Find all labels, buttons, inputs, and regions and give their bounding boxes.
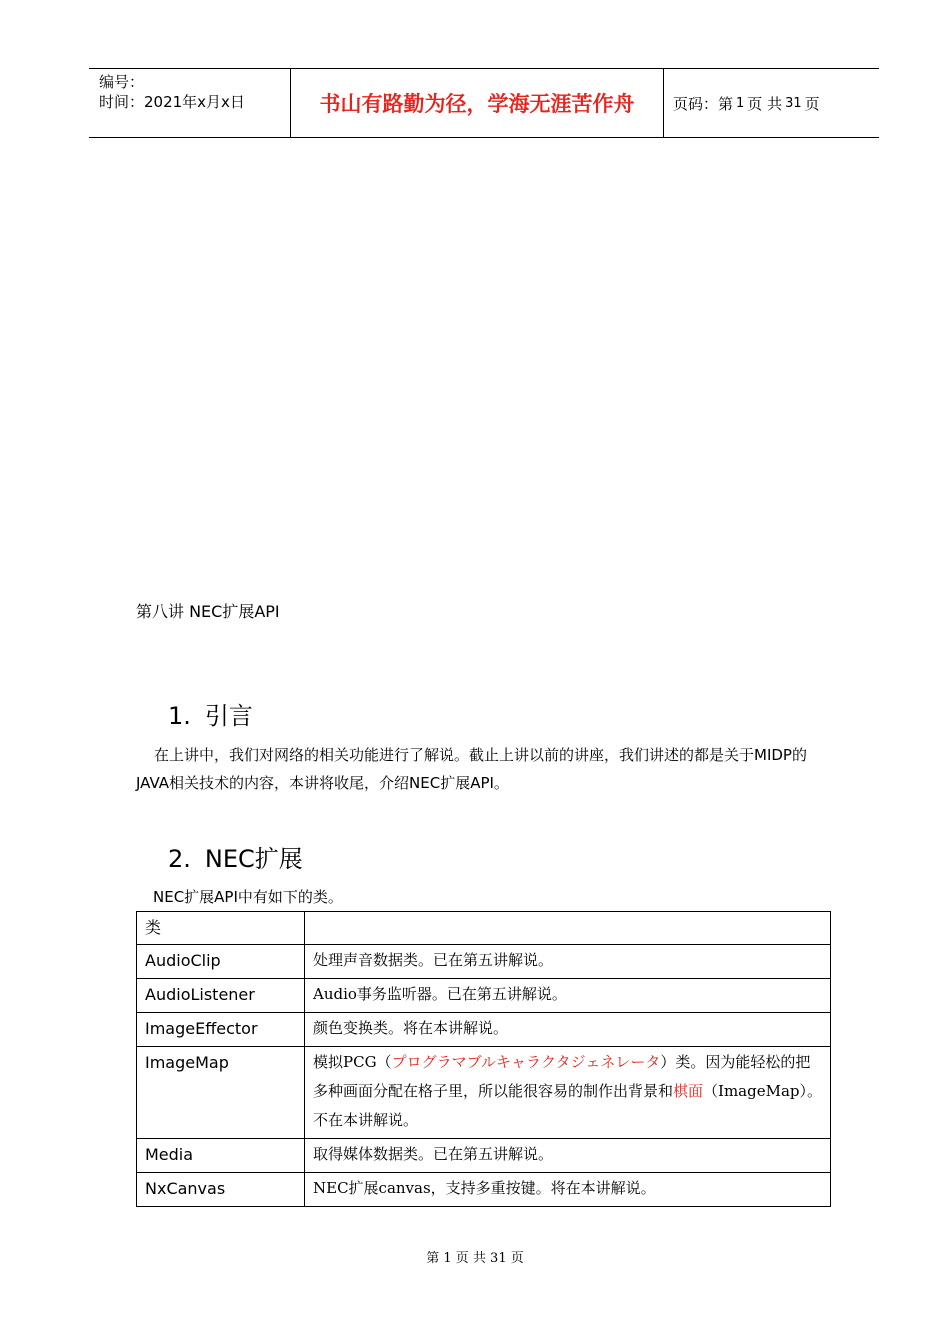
lecture-title: 第八讲 NEC扩展API	[136, 602, 280, 621]
table-row	[137, 1047, 831, 1139]
header-motto: 书山有路勤为径，学海无涯苦作舟	[319, 91, 635, 116]
class-desc: 取得媒体数据类。已在第五讲解说。	[305, 1139, 831, 1173]
table-row	[137, 979, 831, 1013]
intro-text: 在上讲中，我们对网络的相关功能进行了解说。截止上讲以前的讲座，我们讲述的都是关于MIDP的JAVA相关技术的内容，本讲将收尾，介绍NEC扩展API。	[136, 746, 807, 792]
table-row	[137, 1013, 831, 1047]
page-mid: 页 共	[747, 94, 783, 113]
header-meta	[99, 72, 289, 112]
class-table	[136, 911, 831, 1207]
desc-highlight: 棋面	[673, 1082, 704, 1100]
page-footer: 第 1 页 共 31 页	[426, 1251, 524, 1266]
table-header-row	[137, 912, 831, 945]
class-name: AudioClip	[137, 945, 305, 979]
header-page-number	[673, 69, 820, 137]
desc-part: 模拟PCG（	[313, 1053, 392, 1071]
section-number: 2.	[168, 845, 191, 873]
code-label: 编号：	[99, 73, 145, 91]
desc-part: （ImageMap）。不在本讲解说。	[313, 1082, 823, 1129]
page-prefix: 页码：第	[673, 94, 734, 113]
class-desc: Audio事务监听器。已在第五讲解说。	[305, 979, 831, 1013]
page-total: 31	[785, 95, 802, 111]
section-heading-intro	[168, 696, 253, 731]
table-intro: NEC扩展API中有如下的类。	[153, 888, 343, 906]
table-header-cell: 类	[137, 912, 305, 945]
class-name: ImageEffector	[137, 1013, 305, 1047]
desc-part: ）类。因为能轻松的把多种画面分配在格子里，所以能很容易的制作出背景和	[313, 1053, 811, 1100]
table-row	[137, 945, 831, 979]
class-desc: 颜色变换类。将在本讲解说。	[305, 1013, 831, 1047]
page-suffix: 页	[804, 94, 820, 113]
class-name: ImageMap	[137, 1047, 305, 1139]
intro-paragraph	[136, 741, 836, 797]
time-label: 时间：2021年x月x日	[99, 93, 245, 111]
class-name: Media	[137, 1139, 305, 1173]
table-row	[137, 1173, 831, 1207]
section-title: 引言	[204, 702, 253, 730]
class-desc: NEC扩展canvas，支持多重按键。将在本讲解说。	[305, 1173, 831, 1207]
desc-highlight: プログラマブルキャラクタジェネレータ	[391, 1053, 661, 1071]
table-header-cell	[305, 912, 831, 945]
section-number: 1.	[168, 702, 191, 730]
page-header	[89, 68, 879, 138]
header-divider	[663, 69, 664, 137]
table-row	[137, 1139, 831, 1173]
section-title: NEC扩展	[204, 845, 303, 873]
class-name: AudioListener	[137, 979, 305, 1013]
class-desc	[305, 1047, 831, 1139]
class-desc: 处理声音数据类。已在第五讲解说。	[305, 945, 831, 979]
section-heading-nec	[168, 839, 303, 874]
class-name: NxCanvas	[137, 1173, 305, 1207]
page-num: 1	[736, 95, 745, 111]
